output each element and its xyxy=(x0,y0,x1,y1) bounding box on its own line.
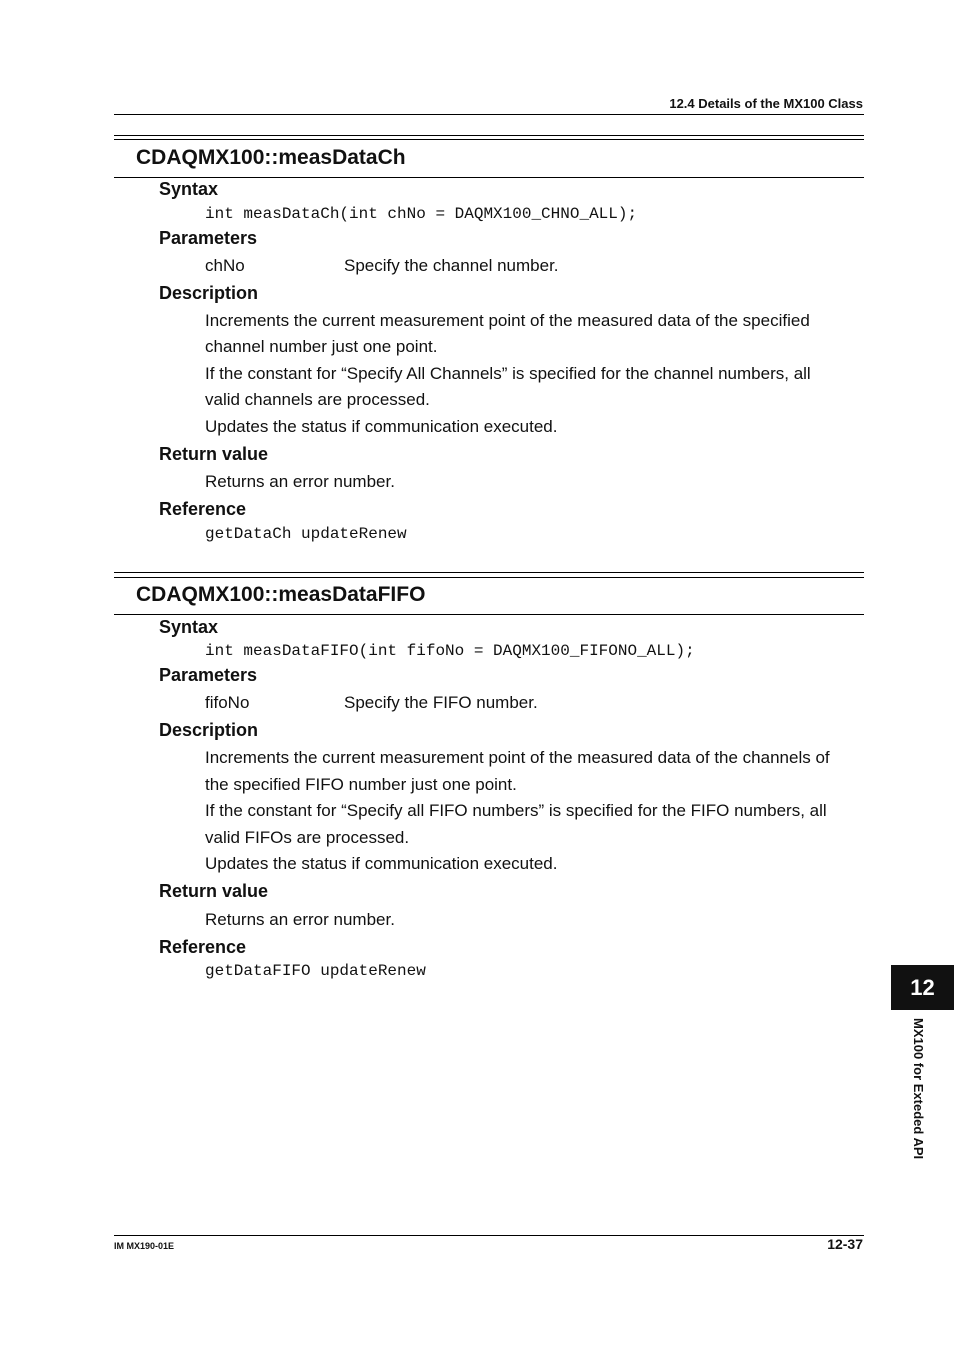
parameters-heading: Parameters xyxy=(159,665,258,685)
syntax-heading: Syntax xyxy=(159,179,219,199)
description-line: the specified FIFO number just one point. xyxy=(205,775,517,794)
syntax-code: int measDataFIFO(int fifoNo = DAQMX100_FIFONO_ALL); xyxy=(205,642,695,660)
param-name: chNo xyxy=(205,256,245,275)
footer-doc-id: IM MX190-01E xyxy=(114,1241,175,1251)
header-rule xyxy=(114,114,864,115)
syntax-code: int measDataCh(int chNo = DAQMX100_CHNO_ALL); xyxy=(205,205,638,223)
description-line: valid channels are processed. xyxy=(205,390,430,409)
section-rule-bottom xyxy=(114,614,864,615)
param-description: Specify the channel number. xyxy=(344,256,559,275)
return-heading: Return value xyxy=(159,444,269,464)
section-rule-top xyxy=(114,135,864,136)
reference-code: getDataCh updateRenew xyxy=(205,525,407,543)
syntax-heading: Syntax xyxy=(159,617,219,637)
reference-heading: Reference xyxy=(159,499,247,519)
footer-page-number: 12-37 xyxy=(827,1236,863,1252)
description-heading: Description xyxy=(159,720,259,740)
description-heading: Description xyxy=(159,283,259,303)
running-head: 12.4 Details of the MX100 Class xyxy=(669,96,863,111)
param-description: Specify the FIFO number. xyxy=(344,693,538,712)
footer-rule xyxy=(114,1235,864,1236)
return-text: Returns an error number. xyxy=(205,472,395,491)
section-rule-top xyxy=(114,572,864,573)
description-line: channel number just one point. xyxy=(205,337,438,356)
section-rule-bottom xyxy=(114,177,864,178)
section-title: CDAQMX100::measDataCh xyxy=(136,146,406,169)
description-line: Updates the status if communication executed. xyxy=(205,417,558,436)
description-line: Increments the current measurement point of the measured data of the specified xyxy=(205,311,810,330)
description-line: Increments the current measurement point of the measured data of the channels of xyxy=(205,748,830,767)
description-line: If the constant for “Specify All Channels” is specified for the channel numbers, all xyxy=(205,364,811,383)
section-rule-second xyxy=(114,139,864,140)
description-line: Updates the status if communication executed. xyxy=(205,854,558,873)
reference-heading: Reference xyxy=(159,937,247,957)
parameters-heading: Parameters xyxy=(159,228,258,248)
param-name: fifoNo xyxy=(205,693,250,712)
section-rule-second xyxy=(114,577,864,578)
description-line: valid FIFOs are processed. xyxy=(205,828,410,847)
chapter-side-label: MX100 for Exteded API xyxy=(911,1018,926,1160)
description-line: If the constant for “Specify all FIFO numbers” is specified for the FIFO numbers, all xyxy=(205,801,827,820)
return-heading: Return value xyxy=(159,881,269,901)
reference-code: getDataFIFO updateRenew xyxy=(205,962,426,980)
return-text: Returns an error number. xyxy=(205,910,395,929)
chapter-tab: 12 xyxy=(891,965,954,1010)
section-title: CDAQMX100::measDataFIFO xyxy=(136,583,426,606)
